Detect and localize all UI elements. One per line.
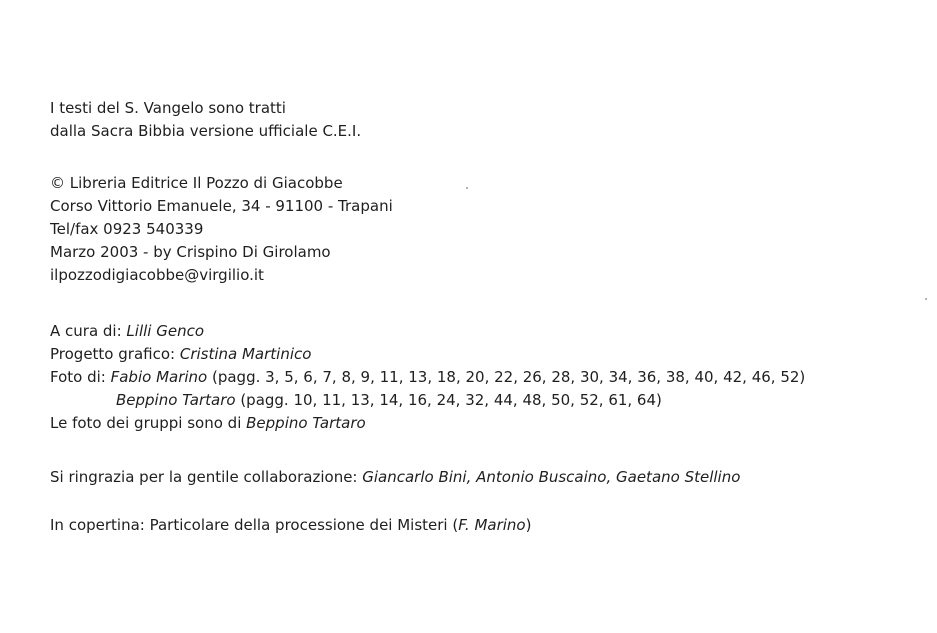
photographer-1-name: Fabio Marino xyxy=(110,368,208,386)
publisher-phone: Tel/fax 0923 540339 xyxy=(50,220,204,238)
publisher-address: Corso Vittorio Emanuele, 34 - 91100 - Trapani xyxy=(50,197,393,215)
photo-label: Foto di: xyxy=(50,368,111,386)
cover-line xyxy=(50,514,920,537)
groups-name: Beppino Tartaro xyxy=(246,414,366,432)
photo-line-2 xyxy=(50,389,920,412)
publisher-name: © Libreria Editrice Il Pozzo di Giacobbe xyxy=(50,174,343,192)
design-name: Cristina Martinico xyxy=(179,345,312,363)
thanks-names: Giancarlo Bini, Antonio Buscaino, Gaetano Stellino xyxy=(362,468,741,486)
curator-label: A cura di: xyxy=(50,322,127,340)
cover-photo-credit: F. Marino xyxy=(458,516,526,534)
publisher-info xyxy=(50,172,920,287)
groups-line xyxy=(50,412,920,435)
thanks-line xyxy=(50,466,920,489)
curator-line xyxy=(50,320,920,343)
design-line xyxy=(50,343,920,366)
design-label: Progetto grafico: xyxy=(50,345,180,363)
publisher-email: ilpozzodigiacobbe@virgilio.it xyxy=(50,266,264,284)
cover-close: ) xyxy=(525,516,532,534)
photographer-2-name: Beppino Tartaro xyxy=(116,391,236,409)
source-line-1: I testi del S. Vangelo sono tratti xyxy=(50,99,286,117)
photographer-1-pages: (pagg. 3, 5, 6, 7, 8, 9, 11, 13, 18, 20, 22, 26, 28, 30, 34, 36, 38, 40, 42, 46, 52) xyxy=(207,368,806,386)
curator-name: Lilli Genco xyxy=(126,322,204,340)
photo-line-1 xyxy=(50,366,920,389)
cover-credit xyxy=(50,514,920,537)
source-line-2: dalla Sacra Bibbia versione ufficiale C.E.I. xyxy=(50,122,362,140)
cover-label: In copertina: Particolare della processione dei Misteri ( xyxy=(50,516,459,534)
groups-label: Le foto dei gruppi sono di xyxy=(50,414,247,432)
paper-speck xyxy=(466,187,468,189)
publisher-date: Marzo 2003 - by Crispino Di Girolamo xyxy=(50,243,331,261)
paper-speck xyxy=(925,298,927,300)
thanks-label: Si ringrazia per la gentile collaborazione: xyxy=(50,468,363,486)
source-note xyxy=(50,97,920,143)
acknowledgements xyxy=(50,466,920,489)
photographer-2-pages: (pagg. 10, 11, 13, 14, 16, 24, 32, 44, 48, 50, 52, 61, 64) xyxy=(235,391,662,409)
credits xyxy=(50,320,920,435)
